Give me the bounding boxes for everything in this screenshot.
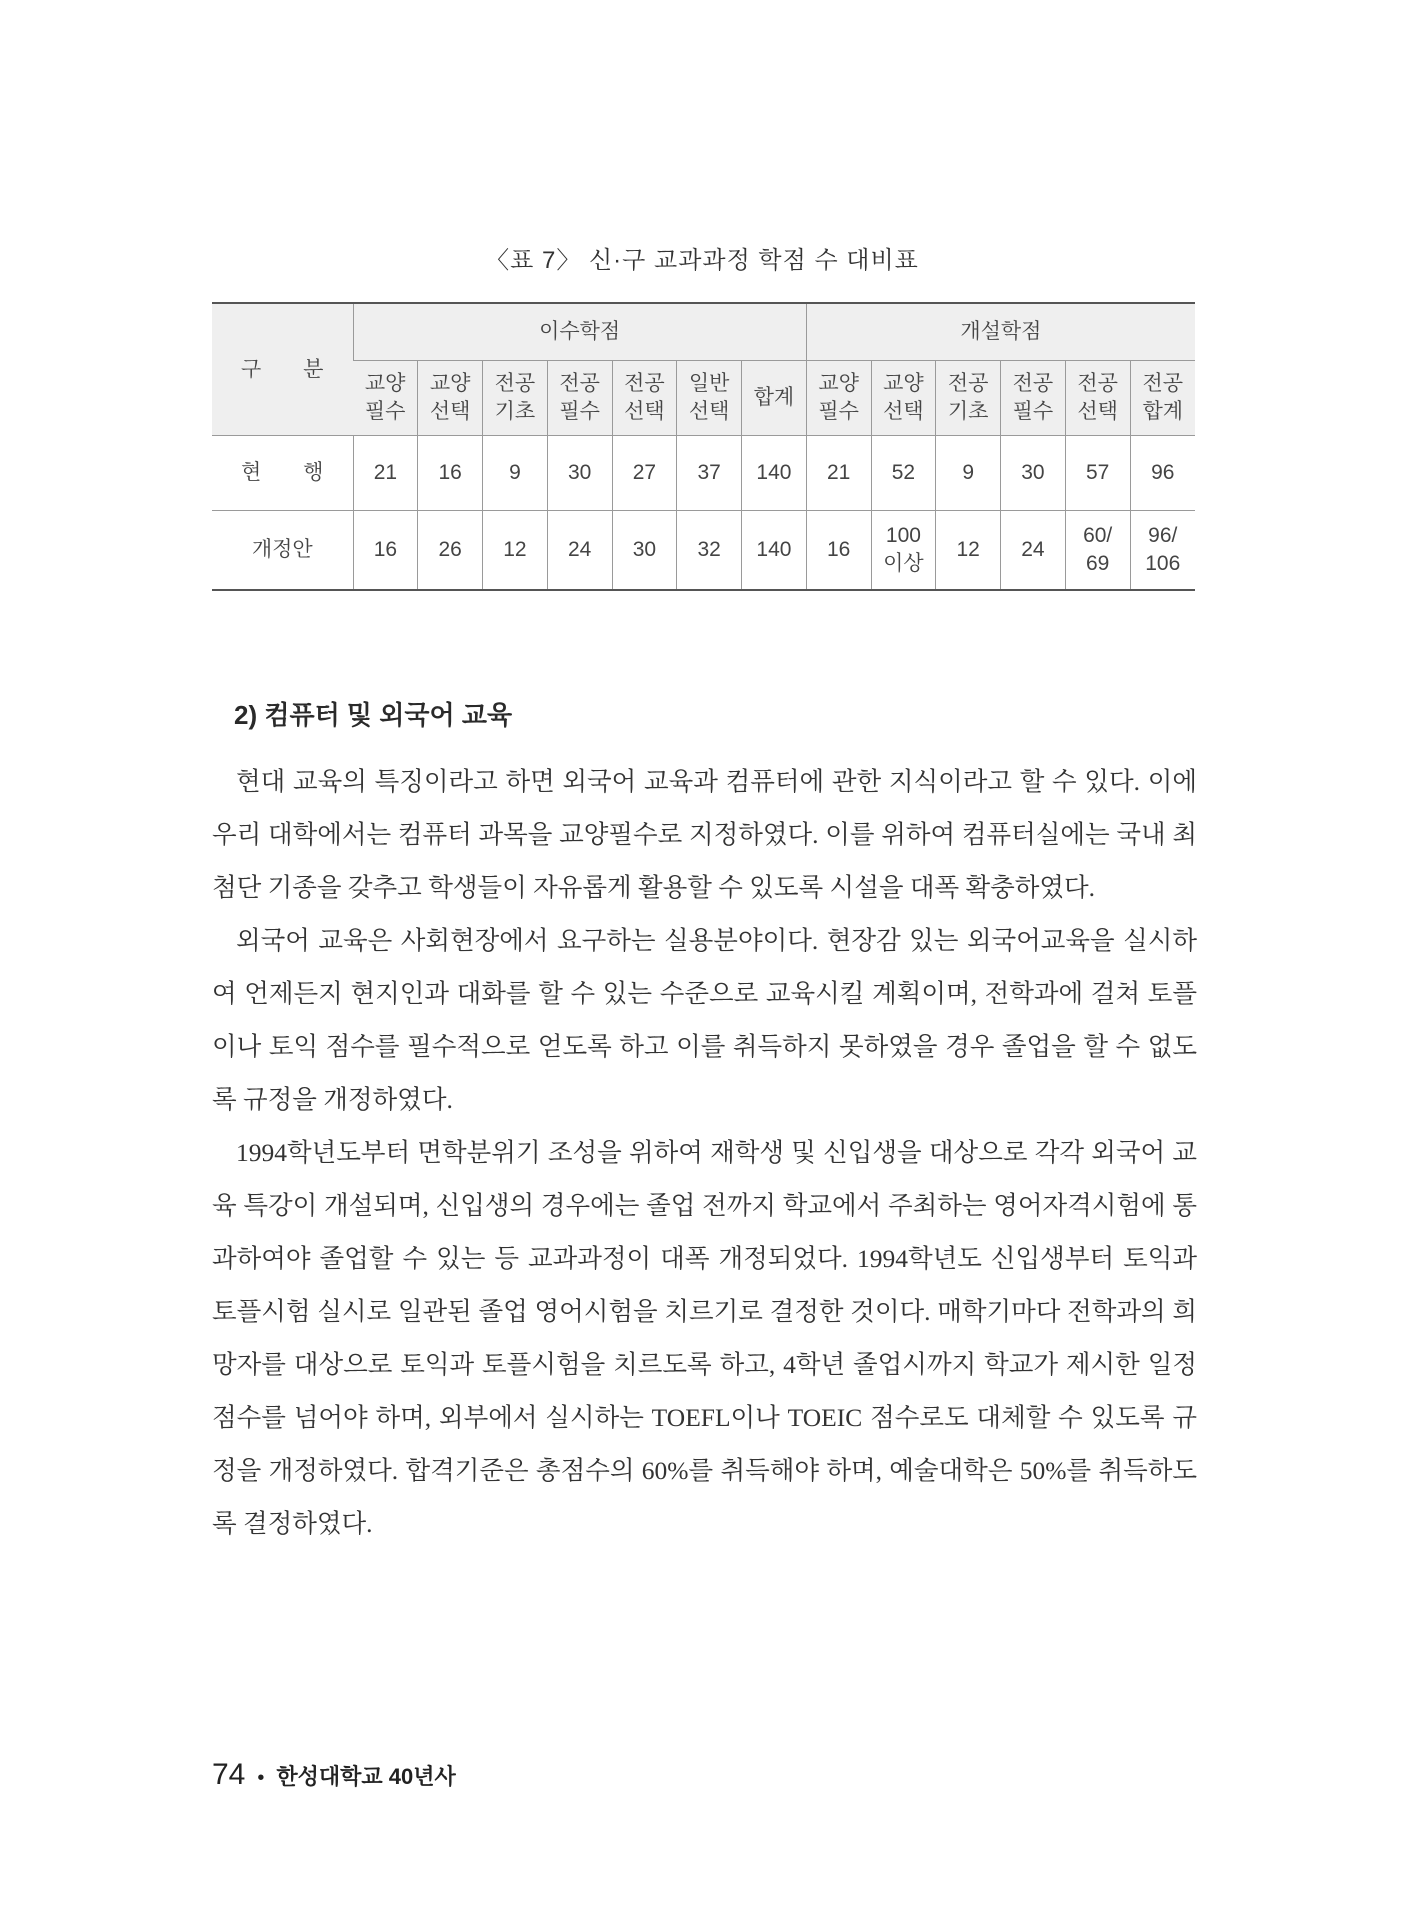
column-header [871, 361, 936, 436]
table-cell [742, 436, 807, 511]
table-cell [1001, 436, 1066, 511]
cell-text-line: 96/ [1148, 524, 1178, 547]
table-cell [353, 511, 418, 591]
table-cell [871, 511, 936, 591]
table-cell [677, 436, 742, 511]
column-header [418, 361, 483, 436]
cell-text-line: 32 [697, 538, 721, 561]
cell-text-line: 합계 [753, 386, 795, 409]
section-body [212, 755, 1197, 1550]
cell-text-line: 12 [956, 538, 980, 561]
cell-text-line: 선택 [688, 400, 730, 423]
column-header [547, 361, 612, 436]
table-cell [612, 511, 677, 591]
cell-text-line: 9 [509, 461, 521, 484]
cell-text-line: 선택 [624, 400, 665, 423]
group-header-offered-credits: 개설학점 [806, 303, 1195, 361]
cell-text-line: 21 [826, 461, 851, 484]
cell-text-line: 일반 [688, 372, 730, 395]
cell-text-line: 교양 [429, 372, 471, 395]
cell-text-line: 전공 [494, 372, 536, 395]
cell-text-line: 필수 [1012, 400, 1054, 423]
cell-text-line: 12 [503, 538, 527, 561]
cell-text-line: 69 [1085, 552, 1110, 575]
paragraph: 1994학년도부터 면학분위기 조성을 위하여 재학생 및 신입생을 대상으로 각각 외국어 교육 특강이 개설되며, 신입생의 경우에는 졸업 전까지 학교에서 주최하는 영어자격시험에 통과하여야 졸업할 수 있는 등 교과과정이 대폭 개정되었다. 1994학년도 신입생부터 토익과 토플시험 실시로 일관된 졸업 영어시험을 치르기로 결정한 것이다. 매학기마다 전학과의 희망자를 대상으로 토익과 토플시험을 치르도록 하고, 4학년 졸업시까지 학교가 제시한 일정점수를 넘어야 하며, 외부에서 실시하는 TOEFL이나 TOEIC 점수로도 대체할 수 있도록 규정을 개정하였다. 합격기준은 총점수의 60%를 취득해야 하며, 예술대학은 50%를 취득하도록 결정하였다. [212, 1138, 1197, 1538]
table-cell [936, 436, 1001, 511]
cell-text-line: 전공 [947, 372, 989, 395]
table-cell [483, 436, 548, 511]
column-header [742, 361, 807, 436]
cell-text-line: 전공 [1077, 372, 1118, 395]
row-label: 현 행 [212, 436, 353, 511]
column-header [483, 361, 548, 436]
cell-text-line: 필수 [818, 400, 859, 423]
column-header [353, 361, 418, 436]
table-cell [1065, 511, 1130, 591]
cell-text-line: 16 [438, 461, 462, 484]
table-row [212, 436, 1195, 511]
column-header [1065, 361, 1130, 436]
cell-text-line: 140 [756, 538, 792, 561]
column-header [1130, 361, 1195, 436]
cell-text-line: 16 [826, 538, 851, 561]
table-cell [547, 511, 612, 591]
cell-text-line: 필수 [559, 400, 600, 423]
cell-text-line: 96 [1151, 461, 1175, 484]
cell-text-line: 전공 [559, 372, 600, 395]
table-cell [483, 511, 548, 591]
column-header [936, 361, 1001, 436]
table-cell [1001, 511, 1066, 591]
paragraph: 외국어 교육은 사회현장에서 요구하는 실용분야이다. 현장감 있는 외국어교육을 실시하여 언제든지 현지인과 대화를 할 수 있는 수준으로 교육시킬 계획이며, 전학과에 걸쳐 토플이나 토익 점수를 필수적으로 얻도록 하고 이를 취득하지 못하였을 경우 졸업을 할 수 없도록 규정을 개정하였다. [212, 926, 1197, 1114]
page-number: 74 [212, 1758, 246, 1791]
table-cell [418, 511, 483, 591]
cell-text-line: 9 [962, 461, 975, 484]
table-cell [1130, 436, 1195, 511]
cell-text-line: 교양 [818, 372, 859, 395]
cell-text-line: 선택 [883, 400, 924, 423]
table-cell [806, 436, 871, 511]
cell-text-line: 전공 [1012, 372, 1054, 395]
table-sub-header-row [212, 361, 1195, 436]
row-header-label: 구 분 [212, 303, 353, 436]
cell-text-line: 기초 [947, 400, 989, 423]
table-cell [1130, 511, 1195, 591]
cell-text-line: 140 [756, 461, 792, 484]
cell-text-line: 52 [891, 461, 916, 484]
cell-text-line: 100 [885, 524, 921, 547]
table-cell [612, 436, 677, 511]
cell-text-line: 30 [567, 461, 592, 484]
cell-text-line: 26 [438, 538, 462, 561]
column-header [806, 361, 871, 436]
footer-separator: • [257, 1767, 265, 1789]
table-cell [547, 436, 612, 511]
page-footer [212, 1758, 456, 1792]
cell-text-line: 27 [632, 461, 657, 484]
cell-text-line: 60/ [1083, 524, 1113, 547]
cell-text-line: 합계 [1142, 400, 1184, 423]
group-header-completion-credits: 이수학점 [353, 303, 806, 361]
column-header [1001, 361, 1066, 436]
table-cell [353, 436, 418, 511]
cell-text-line: 교양 [883, 372, 924, 395]
cell-text-line: 16 [373, 538, 398, 561]
table-cell [418, 436, 483, 511]
cell-text-line: 교양 [364, 372, 406, 395]
cell-text-line: 전공 [624, 372, 665, 395]
table-cell [742, 511, 807, 591]
table-cell [936, 511, 1001, 591]
cell-text-line: 57 [1085, 461, 1110, 484]
paragraph: 현대 교육의 특징이라고 하면 외국어 교육과 컴퓨터에 관한 지식이라고 할 수 있다. 이에 우리 대학에서는 컴퓨터 과목을 교양필수로 지정하였다. 이를 위하여 컴퓨터실에는 국내 최첨단 기종을 갖추고 학생들이 자유롭게 활용할 수 있도록 시설을 대폭 확충하였다. [212, 767, 1197, 902]
cell-text-line: 이상 [883, 552, 924, 575]
cell-text-line: 24 [567, 538, 592, 561]
cell-text-line: 선택 [429, 400, 471, 423]
table-row [212, 511, 1195, 591]
table-cell [677, 511, 742, 591]
book-title: 한성대학교 40년사 [276, 1764, 456, 1789]
cell-text-line: 21 [373, 461, 398, 484]
cell-text-line: 필수 [364, 400, 406, 423]
table-caption: 〈표 7〉 신·구 교과과정 학점 수 대비표 [485, 247, 919, 274]
section-heading: 2) 컴퓨터 및 외국어 교육 [234, 700, 513, 730]
table-cell [1065, 436, 1130, 511]
cell-text-line: 37 [697, 461, 721, 484]
table-cell [806, 511, 871, 591]
cell-text-line: 106 [1145, 552, 1181, 575]
cell-text-line: 전공 [1142, 372, 1184, 395]
cell-text-line: 선택 [1077, 400, 1118, 423]
table-group-header-row [212, 303, 1195, 361]
table-cell [871, 436, 936, 511]
cell-text-line: 기초 [494, 400, 536, 423]
cell-text-line: 30 [1021, 461, 1045, 484]
row-label: 개정안 [212, 511, 353, 591]
cell-text-line: 30 [632, 538, 657, 561]
cell-text-line: 24 [1021, 538, 1045, 561]
credit-comparison-table [212, 302, 1195, 591]
column-header [612, 361, 677, 436]
table-body [212, 436, 1195, 591]
column-header [677, 361, 742, 436]
